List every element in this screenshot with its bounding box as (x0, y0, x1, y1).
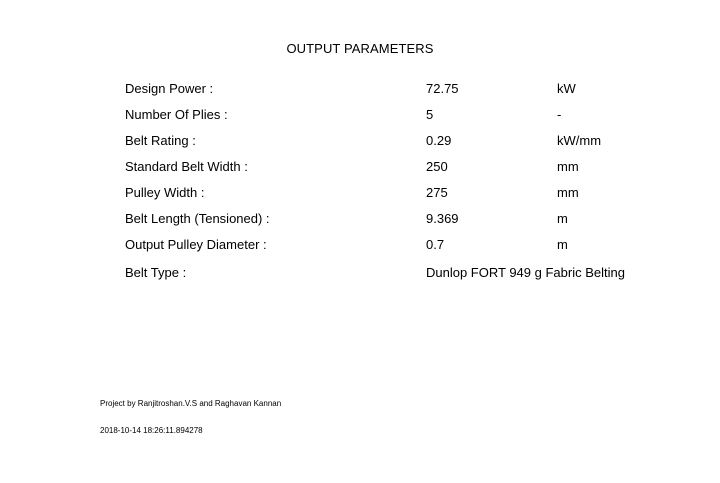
param-value: 5 (426, 107, 434, 122)
project-credit: Project by Ranjitroshan.V.S and Raghavan Kannan (100, 399, 282, 408)
param-unit: kW/mm (557, 133, 602, 148)
param-value: 250 (426, 159, 448, 174)
param-label: Pulley Width : (125, 185, 205, 200)
param-value: 72.75 (426, 81, 459, 96)
param-value: Dunlop FORT 949 g Fabric Belting (426, 265, 625, 280)
param-label: Belt Type : (125, 265, 187, 280)
param-unit: kW (557, 81, 576, 96)
param-unit: mm (557, 185, 579, 200)
generated-timestamp: 2018-10-14 18:26:11.894278 (100, 426, 203, 435)
param-unit: m (557, 237, 568, 252)
param-unit: - (557, 107, 562, 122)
param-unit: m (557, 211, 568, 226)
page-title: OUTPUT PARAMETERS (286, 41, 434, 56)
param-label: Standard Belt Width : (125, 159, 248, 174)
param-label: Design Power : (125, 81, 214, 96)
param-label: Number Of Plies : (125, 107, 228, 122)
param-label: Belt Length (Tensioned) : (125, 211, 270, 226)
param-value: 275 (426, 185, 448, 200)
param-label: Output Pulley Diameter : (125, 237, 267, 252)
param-value: 9.369 (426, 211, 459, 226)
param-unit: mm (557, 159, 579, 174)
param-label: Belt Rating : (125, 133, 196, 148)
param-value: 0.29 (426, 133, 452, 148)
param-value: 0.7 (426, 237, 445, 252)
